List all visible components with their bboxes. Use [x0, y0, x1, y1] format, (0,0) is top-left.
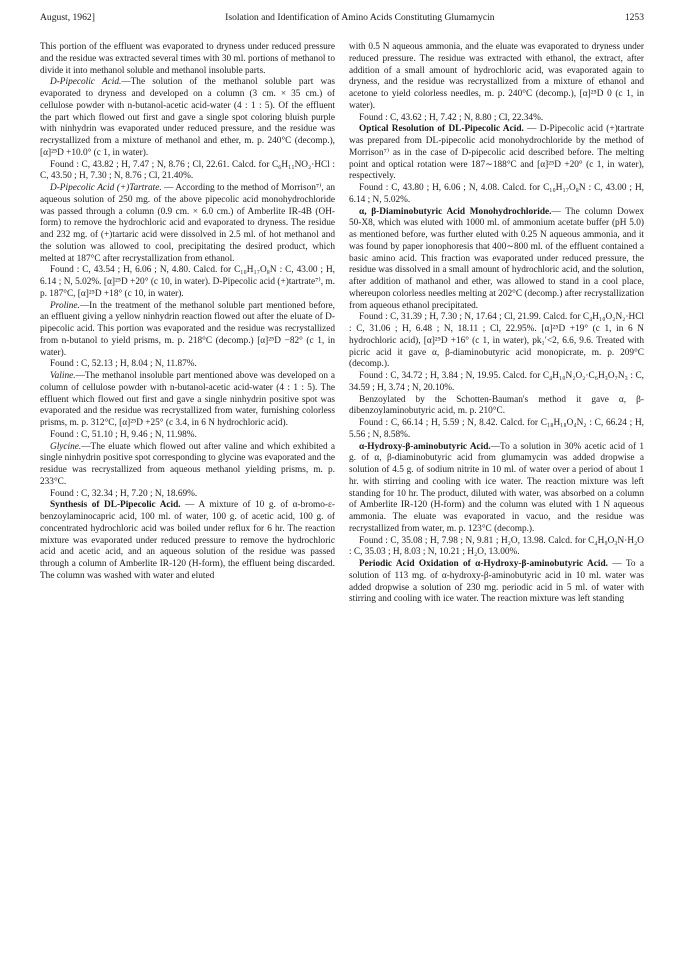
analysis-result	[40, 359, 335, 371]
paragraph-text: Found : C, 43.82 ; H, 7.47 ; N, 8.76 ; Cl, 22.61. Calcd. for C₆H₁₁NO₂·HCl : C, 43.50 ; H, 7.30 ; N, 8.76 ; Cl, 21.40%.	[40, 159, 335, 182]
paragraph-text: with 0.5 N aqueous ammonia, and the eluate was evaporated to dryness under reduced pressure. The residue was extracted with ethanol, the extract, after addition of a small amount of hydrochloric acid, was evaporated again to dryness, and the residue was recrystallized from a mixture of ethanol and acetone to yield colorless needles, m. p. 240°C (decomp.), [α]²⁵D 0 (c 1, in water).	[349, 42, 644, 111]
paragraph-text: Found : C, 52.13 ; H, 8.04 ; N, 11.87%.	[50, 359, 197, 370]
paragraph-text: Found : C, 31.39 ; H, 7.30 ; N, 17.64 ; Cl, 21.99. Calcd. for C₄H₁₀O₂N₂·HCl : C, 31.06 ; H, 6.48 ; N, 18.11 ; Cl, 22.95%. [α]²⁵D +19° (c 1, in 6 N hydrochloric acid), [α]²⁵D +16° (c 1, in water), pk₁′<2, 6.6, 9.6. Treated with picric acid it gave α, β-diaminobutyric acid monopicrate, m. p. 209°C (decomp.).	[349, 312, 644, 370]
page-number: 1253	[624, 12, 644, 23]
section-heading: D-Pipecolic Acid.	[50, 77, 122, 88]
paragraph	[40, 42, 335, 77]
section-heading: α-Hydroxy-β-aminobutyric Acid.	[359, 441, 491, 452]
paragraph	[349, 42, 644, 113]
paragraph	[40, 301, 335, 360]
section-heading: D-Pipecolic Acid (+)Tartrate.	[50, 183, 162, 193]
paragraph-text: Found : C, 35.08 ; H, 7.98 ; N, 9.81 ; H₂O, 13.98. Calcd. for C₄H₉O₃N·H₂O : C, 35.03 ; H, 8.03 ; N, 10.21 ; H₂O, 13.00%.	[349, 535, 644, 558]
paragraph-text: — To a solution of 113 mg. of α-hydroxy-β-aminobutyric acid in 10 ml. water was added dropwise a solution of 230 mg. periodic acid in 5 ml. of water with stirring and cooling with ice water. The reaction mixture was left standing	[349, 559, 644, 605]
paragraph	[349, 395, 644, 419]
section-heading: Synthesis of DL-Pipecolic Acid.	[50, 500, 181, 511]
paragraph-text: Found : C, 43.62 ; H, 7.42 ; N, 8.80 ; Cl, 22.34%.	[359, 112, 544, 123]
analysis-result	[40, 160, 335, 184]
paragraph	[40, 371, 335, 430]
right-column	[349, 42, 644, 606]
paragraph	[349, 124, 644, 183]
paragraph	[40, 183, 335, 265]
paragraph	[349, 559, 644, 606]
paragraph-text: —The solution of the methanol soluble part was evaporated to dryness and developed on a column (3 cm. × 35 cm.) of cellulose powder with n-butanol-acetic acid-water (4 : 1 : 5). Of the effluent the part which flowed out first and gave a single spot coloring bluish purple with ninhydrin was evaporated under reduced pressure, and the residue was recrystallized from a mixture of methanol and ether, m. p. 240°C (decomp.), [α]²⁵D +10.0° (c 1, in water).	[40, 77, 335, 158]
header-date: August, 1962]	[40, 12, 95, 23]
analysis-result	[40, 430, 335, 442]
two-column-body	[40, 42, 644, 606]
analysis-result	[349, 113, 644, 125]
section-heading: α, β-Diaminobutyric Acid Monohydrochloride.	[359, 206, 552, 217]
analysis-result	[349, 371, 644, 395]
section-heading: Optical Resolution of DL-Pipecolic Acid.	[359, 124, 524, 135]
paragraph	[40, 77, 335, 159]
paragraph-text: This portion of the effluent was evaporated to dryness under reduced pressure and the residue was extracted several times with 30 ml. portions of methanol to divide it into methanol soluble and methanol insoluble parts.	[40, 42, 335, 76]
paragraph-text: — The column Dowex 50-X8, which was eluted with 1000 ml. of ammonium acetate buffer (pH 5.0) as mentioned before, was further eluted with 0.25 N aqueous ammonia, and it was found by paper ionophoresis that 400∼800 ml. of the effluent contained a basic amino acid. This fraction was evaporated under reduced pressure, the residue was dissolved in a small amount of hydrochloric acid, and the solution, after addition of mathanol and ether, was allowed to stand in a cool place, whereupon colorless needles melting at 202°C (decomp.) after recrystallization from aqueous ethanol precipitated.	[349, 206, 644, 311]
running-header	[40, 12, 644, 30]
analysis-result	[349, 312, 644, 371]
paragraph	[40, 442, 335, 489]
analysis-result	[40, 265, 335, 300]
paragraph	[40, 500, 335, 582]
analysis-result	[40, 489, 335, 501]
paragraph	[349, 207, 644, 313]
paragraph-text: —The eluate which flowed out after valine and which exhibited a single ninhydrin positive spot corresponding to glycine was evaporated and the residue was recrystallized from aqueous methanol yielding prisms, m. p. 233°C.	[40, 441, 335, 487]
analysis-result	[349, 536, 644, 560]
paragraph-text: — D-Pipecolic acid (+)tartrate was prepared from DL-pipecolic acid monohydrochloride by the method of Morrison⁷⁾ as in the case of D-pipecolic acid described before. The melting point and optical rotation were 187∼188°C and [α]²⁵D +20° (c 1, in water), respectively.	[349, 124, 644, 182]
paragraph-text: —The methanol insoluble part mentioned above was developed on a column of cellulose powder with n-butanol-acetic acid-water (4 : 1 : 5). The effluent which flowed out first and gave a single ninhydrin positive spot was evaporated and the residue was recrystallized from water, furnishing colorless prisms, m. p. 312°C, [α]²⁵D +25° (c 3.4, in 6 N hydrochloric acid).	[40, 371, 335, 428]
paragraph-text: —To a solution in 30% acetic acid of 1 g. of α, β-diaminobutyric acid from glumamycin was added dropwise a solution of 4.5 g. of sodium nitrite in 10 ml. of water over a period of about 1 hr. with stirring and cooling with ice water. The reaction mixture was left standing for 10 hr. The product, diluted with water, was absorbed on a column of Amberlite IR-120 (H-form) and the column was eluted with 1 N aqueous ammonia. The eluate was evaporated in vacuo, and the residue was recrystallized from water, m. p. 123°C (decomp.).	[349, 441, 644, 534]
analysis-result	[349, 183, 644, 207]
paragraph-text: Found : C, 34.72 ; H, 3.84 ; N, 19.95. Calcd. for C₄H₁₀N₂O₂·C₆H₃O₇N₃ : C, 34.59 ; H, 3.74 ; N, 20.10%.	[349, 371, 644, 393]
paragraph-text: — According to the method of Morrison⁷⁾, an aqueous solution of 250 mg. of the above pipecolic acid monohydrochloride was passed through a column (0.9 cm. × 6.0 cm.) of Amberlite IR-4B (OH-form) to remove the hydrochloric acid and evaporated to dryness. The residue and 232 mg. of (+)tartaric acid were dissolved in 2.5 ml. of hot methanol and the solution was allowed to cool, precipitating the desired product, which melted at 187°C after recrystallization from ethanol.	[40, 183, 335, 264]
header-title: Isolation and Identification of Amino Acids Constituting Glumamycin	[225, 12, 495, 23]
analysis-result	[349, 418, 644, 442]
section-heading: Valine.	[50, 371, 76, 381]
paragraph-text: Found : C, 51.10 ; H, 9.46 ; N, 11.98%.	[50, 429, 197, 440]
paragraph-text: Found : C, 43.54 ; H, 6.06 ; N, 4.80. Calcd. for C₁₀H₁₇O₈N : C, 43.00 ; H, 6.14 ; N, 5.02%. [α]²⁵D +20° (c 10, in water). D-Pipecolic acid (+)tartrate⁷⁾, m. p. 187°C, [α]²⁵D +18° (c 10, in water).	[40, 265, 335, 299]
section-heading: Periodic Acid Oxidation of α-Hydroxy-β-aminobutyric Acid.	[359, 559, 608, 569]
paragraph-text: Found : C, 66.14 ; H, 5.59 ; N, 8.42. Calcd. for C₁₈H₁₈O₄N₂ : C, 66.24 ; H, 5.56 ; N, 8.58%.	[349, 418, 644, 440]
section-heading: Glycine.	[50, 441, 82, 452]
section-heading: Proline.	[50, 300, 80, 311]
paragraph-text: Found : C, 43.80 ; H, 6.06 ; N, 4.08. Calcd. for C₁₀H₁₇O₈N : C, 43.00 ; H, 6.14 ; N, 5.02%.	[349, 183, 644, 205]
paragraph-text: — A mixture of 10 g. of α-bromo-ε-benzoylaminocapric acid, 100 ml. of water, 100 g. of acetic acid, 100 g. of concentrated hydrochloric acid was boiled under reflux for 6 hr. The reaction mixture was evaporated under reduced pressure to remove the hydrochloric acid and acetic acid, and an aqueous solution of the residue was passed through a column of Amberlite IR-120 (H-form), the effluent being discarded. The column was washed with water and eluted	[40, 500, 335, 581]
paragraph	[349, 442, 644, 536]
paragraph-text: —In the treatment of the methanol soluble part mentioned before, an effluent giving a yellow ninhydrin reaction flowed out after the eluate of D-pipecolic acid. This portion was evaporated and the residue was recrystallized from n-butanol to yield prisms, m. p. 218°C (decomp.) [α]²⁵D −82° (c 1, in water).	[40, 300, 335, 358]
left-column	[40, 42, 335, 606]
paragraph-text: Benzoylated by the Schotten-Bauman's method it gave α, β-dibenzoylaminobutyric acid, m. p. 210°C.	[349, 394, 644, 417]
paragraph-text: Found : C, 32.34 ; H, 7.20 ; N, 18.69%.	[50, 488, 198, 499]
